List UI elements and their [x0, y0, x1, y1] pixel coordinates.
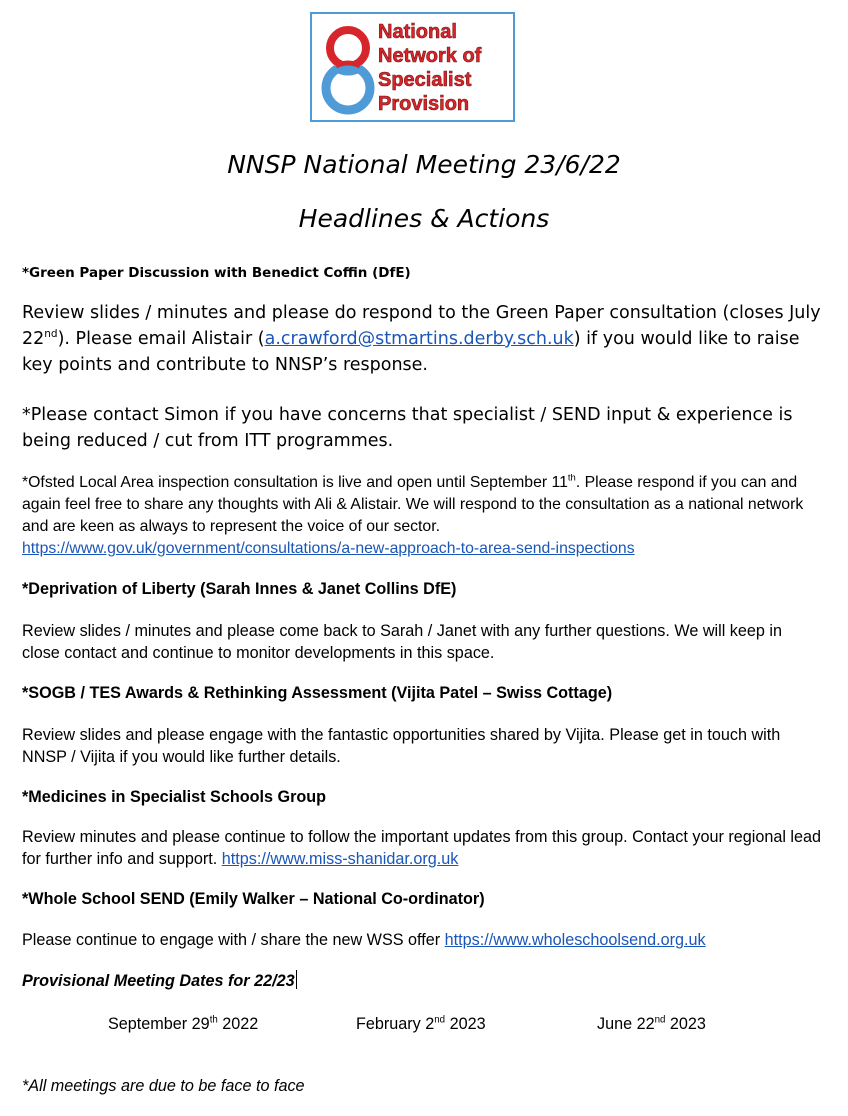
date-2-b: 2023 — [445, 1015, 486, 1033]
wholeschoolsend-link[interactable]: https://www.wholeschoolsend.org.uk — [444, 931, 706, 949]
wss-heading: *Whole School SEND (Emily Walker – National Co-ordinator) — [22, 890, 485, 908]
date-1-sup: th — [209, 1014, 218, 1026]
green-paper-paragraph — [22, 300, 822, 378]
green-paper-text-a: Review slides / minutes and please do respond to the Green Paper consultation (closes July 22 — [22, 303, 821, 349]
logo-line-4: Provision — [378, 93, 470, 115]
date-3-sup: nd — [654, 1014, 666, 1026]
date-2-a: February 2 — [356, 1015, 435, 1033]
alistair-email-link[interactable]: a.crawford@stmartins.derby.sch.uk — [264, 329, 574, 349]
medicines-paragraph — [22, 826, 822, 870]
green-paper-text-c: ) if you would like to raise key points and contribute to NNSP’s response. — [22, 329, 800, 375]
page-title: NNSP National Meeting 23/6/22 — [227, 150, 621, 179]
meeting-date-2 — [356, 1013, 486, 1035]
medicines-heading: *Medicines in Specialist Schools Group — [22, 788, 327, 806]
dol-heading: *Deprivation of Liberty (Sarah Innes & Janet Collins DfE) — [22, 580, 457, 598]
logo-line-2: Network of — [378, 45, 482, 67]
ofsted-paragraph — [22, 472, 822, 560]
dol-paragraph: Review slides / minutes and please come back to Sarah / Janet with any further questions. We will keep in close contact and continue to monitor developments in this space. — [22, 622, 782, 662]
medicines-text: Review minutes and please continue to follow the important updates from this group. Contact your regional lead for further info and support. — [22, 828, 822, 868]
green-paper-text-b: ). Please email Alistair ( — [57, 329, 265, 349]
page-subtitle: Headlines & Actions — [298, 204, 550, 233]
green-paper-heading: *Green Paper Discussion with Benedict Coffin (DfE) — [22, 265, 411, 281]
nnsp-logo — [310, 12, 515, 122]
logo-line-1: National — [378, 21, 457, 43]
green-paper-sup: nd — [44, 328, 58, 341]
wss-text: Please continue to engage with / share the new WSS offer — [22, 931, 445, 949]
wss-paragraph — [22, 929, 822, 951]
ofsted-text-b: . Please respond if you can and again feel free to share any thoughts with Ali & Alistair. We will respond to the consultation as a national network and are keen as always to represent the voice of our sector. — [22, 474, 804, 535]
date-3-a: June 22 — [597, 1015, 655, 1033]
text-cursor — [296, 970, 298, 989]
date-3-b: 2023 — [665, 1015, 706, 1033]
miss-shanidar-link[interactable]: https://www.miss-shanidar.org.uk — [221, 850, 459, 868]
ofsted-text-a: *Ofsted Local Area inspection consultation is live and open until September 11 — [22, 474, 568, 491]
date-1-b: 2022 — [217, 1015, 259, 1033]
date-2-sup: nd — [434, 1014, 446, 1026]
dates-heading-text: Provisional Meeting Dates for 22/23 — [22, 972, 295, 990]
ofsted-sup: th — [567, 472, 576, 484]
meeting-date-3 — [597, 1013, 706, 1035]
ofsted-consultation-link[interactable]: https://www.gov.uk/government/consultations/a-new-approach-to-area-send-inspections — [22, 540, 635, 557]
sogb-heading: *SOGB / TES Awards & Rethinking Assessment (Vijita Patel – Swiss Cottage) — [22, 684, 613, 702]
itt-paragraph: *Please contact Simon if you have concerns that specialist / SEND input & experience is being reduced / cut from ITT programmes. — [22, 405, 793, 451]
dates-heading — [22, 970, 822, 992]
sogb-paragraph: Review slides and please engage with the fantastic opportunities shared by Vijita. Please get in touch with NNSP / Vijita if you would like further details. — [22, 726, 781, 766]
logo-line-3: Specialist — [378, 69, 472, 91]
meeting-date-1 — [108, 1013, 258, 1035]
nnsp-logo-mark-icon — [318, 20, 380, 120]
date-1-a: September 29 — [108, 1015, 210, 1033]
footer-note: *All meetings are due to be face to face — [22, 1077, 305, 1095]
